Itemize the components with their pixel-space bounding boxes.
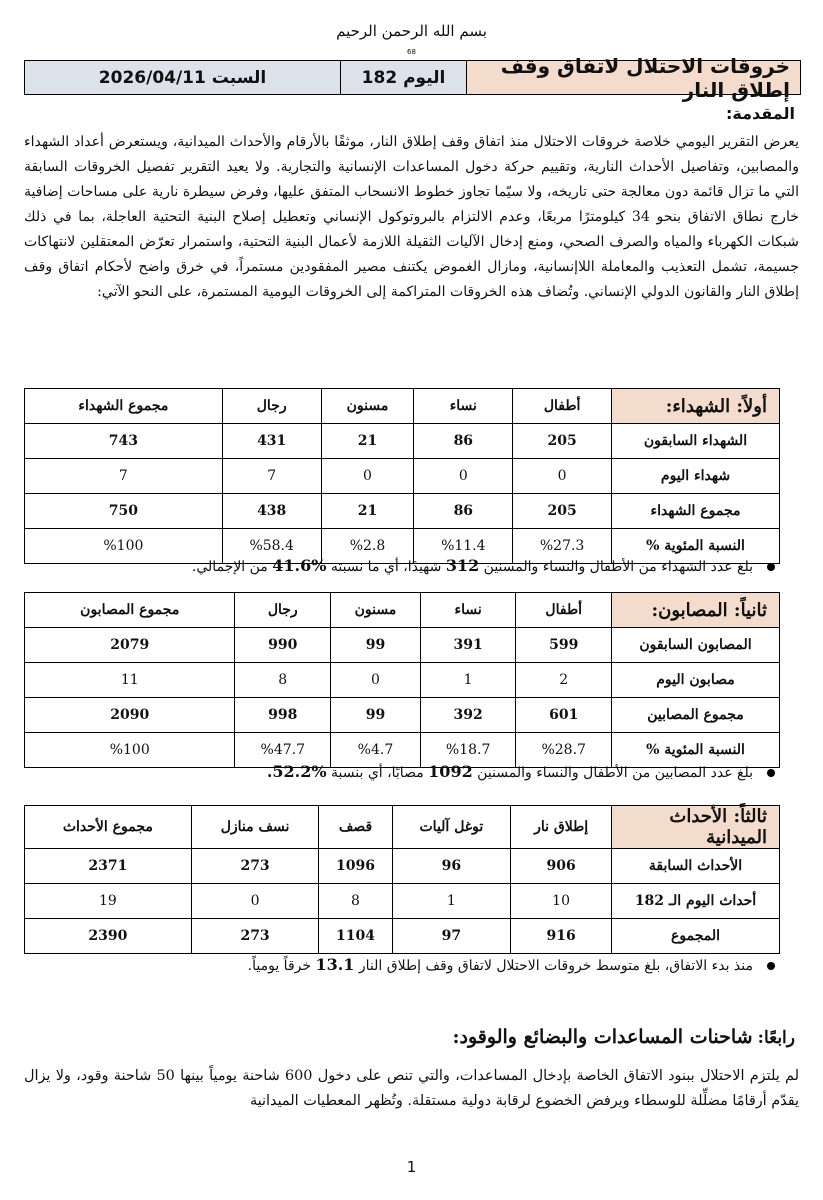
bullet-icon xyxy=(767,563,775,571)
table-cell: 86 xyxy=(414,424,513,459)
injured-table xyxy=(24,592,780,768)
table-cell: 7 xyxy=(25,459,223,494)
table-cell: %58.4 xyxy=(222,529,321,564)
column-header: مجموع الشهداء xyxy=(25,389,223,424)
table-cell: 19 xyxy=(25,884,192,919)
row-header: النسبة المئوية % xyxy=(612,529,780,564)
column-header: مجموع المصابون xyxy=(25,593,235,628)
events-table xyxy=(24,805,780,954)
column-header: مسنون xyxy=(331,593,421,628)
report-day: اليوم 182 xyxy=(340,61,466,94)
table-cell: 750 xyxy=(25,494,223,529)
table-cell: 2371 xyxy=(25,849,192,884)
table-cell: 1104 xyxy=(319,919,392,954)
martyrs-table xyxy=(24,388,780,564)
table-cell: 8 xyxy=(235,663,331,698)
column-header: أطفال xyxy=(513,389,612,424)
table-cell: 96 xyxy=(392,849,511,884)
injured-table-title: ثانياً: المصابون: xyxy=(612,593,780,628)
basmala: بسم الله الرحمن الرحيم xyxy=(336,22,487,40)
table-cell: 0 xyxy=(331,663,421,698)
table-cell: 99 xyxy=(331,698,421,733)
martyrs-note: بلغ عدد الشهداء من الأطفال والنساء والمسنين 312 شهيدًا، أي ما نسبته %41.6 من الإجمالي. xyxy=(192,556,775,575)
table-cell: 601 xyxy=(516,698,612,733)
row-header: شهداء اليوم xyxy=(612,459,780,494)
report-title: خروقات الاحتلال لاتفاق وقف إطلاق النار xyxy=(466,61,800,94)
table-cell: 10 xyxy=(511,884,612,919)
table-row xyxy=(25,459,780,494)
column-header: أطفال xyxy=(516,593,612,628)
bullet-icon xyxy=(767,962,775,970)
column-header: رجال xyxy=(222,389,321,424)
table-cell: 2 xyxy=(516,663,612,698)
table-cell: 743 xyxy=(25,424,223,459)
table-row xyxy=(25,494,780,529)
table-cell: 273 xyxy=(191,849,319,884)
column-header: نساء xyxy=(414,389,513,424)
row-header: مصابون اليوم xyxy=(612,663,780,698)
bullet-icon xyxy=(767,769,775,777)
table-cell: 431 xyxy=(222,424,321,459)
table-cell: 21 xyxy=(321,494,414,529)
table-row xyxy=(25,424,780,459)
table-cell: %100 xyxy=(25,733,235,768)
table-cell: 205 xyxy=(513,424,612,459)
martyrs-table-title: أولاً: الشهداء: xyxy=(612,389,780,424)
table-row xyxy=(25,698,780,733)
aid-paragraph: لم يلتزم الاحتلال ببنود الاتفاق الخاصة بإدخال المساعدات، والتي تنص على دخول 600 شاحنة يومياً بينها 50 شاحنة وقود، ولا يزال يقدّم أرقامًا مضلِّلة للوسطاء ويرفض الخضوع لرقابة دولية مستقلة. وتُظهر المعطيات الميدانية xyxy=(24,1068,799,1109)
table-cell: 86 xyxy=(414,494,513,529)
table-cell: %47.7 xyxy=(235,733,331,768)
table-cell: 273 xyxy=(191,919,319,954)
row-header: مجموع الشهداء xyxy=(612,494,780,529)
table-cell: %100 xyxy=(25,529,223,564)
table-cell: 2079 xyxy=(25,628,235,663)
table-cell: 0 xyxy=(414,459,513,494)
column-header: نساء xyxy=(420,593,516,628)
table-cell: 97 xyxy=(392,919,511,954)
row-header: مجموع المصابين xyxy=(612,698,780,733)
row-header: المجموع xyxy=(612,919,780,954)
table-cell: 990 xyxy=(235,628,331,663)
table-cell: 21 xyxy=(321,424,414,459)
table-cell: 438 xyxy=(222,494,321,529)
table-cell: 2390 xyxy=(25,919,192,954)
row-header: النسبة المئوية % xyxy=(612,733,780,768)
row-header: الشهداء السابقون xyxy=(612,424,780,459)
table-cell: 392 xyxy=(420,698,516,733)
column-header: توغل آليات xyxy=(392,806,511,849)
row-header: الأحداث السابقة xyxy=(612,849,780,884)
intro-heading: المقدمة: xyxy=(726,104,795,123)
table-cell: 1096 xyxy=(319,849,392,884)
table-cell: 916 xyxy=(511,919,612,954)
intro-paragraph: يعرض التقرير اليومي خلاصة خروقات الاحتلال منذ اتفاق وقف إطلاق النار، موثقًا بالأرقام والأحداث الميدانية، ويستعرض أعداد الشهداء والمصابين، وتفاصيل الأحداث النارية، وتقييم حركة دخول المساعدات الإنسانية والتجارية. ولا يعيد التقرير تفصيل الخروقات السابقة التي ما تزال قائمة دون معالجة حتى تاريخه، ولا سيّما تجاوز خطوط الانسحاب المتفق عليها، وفرض سيطرة نارية على مساحات إضافية خارج نطاق الاتفاق بنحو 34 كيلومترًا مربعًا، وعدم الالتزام بالبروتوكول الإنساني وتعطيل إصلاح البنية التحتية العاجلة، بما في ذلك شبكات الكهرباء والمياه والصرف الصحي، ومنع إدخال الآليات الثقيلة اللازمة لأعمال البنية التحتية، واستمرار تعرّض المعتقلين لانتهاكات جسيمة، تشمل التعذيب والمعاملة اللاإنسانية، ومازال الغموض يكتنف مصير المفقودين مستمراً، في خرق واضح لأحكام اتفاق وقف إطلاق النار والقانون الدولي الإنساني. وتُضاف هذه الخروقات المتراكمة إلى الخروقات اليومية المستمرة، على النحو الآتي: xyxy=(24,134,799,300)
page-number: 1 xyxy=(406,1158,417,1176)
table-cell: %18.7 xyxy=(420,733,516,768)
column-header: رجال xyxy=(235,593,331,628)
row-header: المصابون السابقون xyxy=(612,628,780,663)
table-row xyxy=(25,663,780,698)
events-note: منذ بدء الاتفاق، بلغ متوسط خروقات الاحتلال لاتفاق وقف إطلاق النار 13.1 خرقاً يومياً. xyxy=(248,955,775,974)
table-cell: 8 xyxy=(319,884,392,919)
table-cell: 1 xyxy=(420,663,516,698)
table-cell: %28.7 xyxy=(516,733,612,768)
table-cell: 205 xyxy=(513,494,612,529)
table-cell: 7 xyxy=(222,459,321,494)
table-cell: %11.4 xyxy=(414,529,513,564)
injured-note: بلغ عدد المصابين من الأطفال والنساء والمسنين 1092 مصابًا، أي بنسبة %52.2. xyxy=(267,762,775,781)
table-cell: 391 xyxy=(420,628,516,663)
table-row xyxy=(25,849,780,884)
aid-section-heading: رابعًا: شاحنات المساعدات والبضائع والوقود: xyxy=(452,1026,795,1048)
table-row xyxy=(25,919,780,954)
table-cell: 906 xyxy=(511,849,612,884)
table-cell: 599 xyxy=(516,628,612,663)
table-cell: %27.3 xyxy=(513,529,612,564)
table-cell: 99 xyxy=(331,628,421,663)
column-header: نسف منازل xyxy=(191,806,319,849)
column-header: قصف xyxy=(319,806,392,849)
table-cell: 0 xyxy=(321,459,414,494)
column-header: مجموع الأحداث xyxy=(25,806,192,849)
row-header: أحداث اليوم الـ 182 xyxy=(612,884,780,919)
table-cell: 0 xyxy=(191,884,319,919)
events-table-title: ثالثاً: الأحداث الميدانية xyxy=(612,806,780,849)
report-date: السبت 2026/04/11 xyxy=(98,67,267,88)
page-reference: 68 xyxy=(407,48,416,56)
table-cell: 1 xyxy=(392,884,511,919)
table-cell: 0 xyxy=(513,459,612,494)
table-cell: %2.8 xyxy=(321,529,414,564)
report-header xyxy=(24,53,801,102)
table-cell: 998 xyxy=(235,698,331,733)
column-header: مسنون xyxy=(321,389,414,424)
table-row xyxy=(25,884,780,919)
table-cell: 11 xyxy=(25,663,235,698)
table-row xyxy=(25,628,780,663)
table-cell: 2090 xyxy=(25,698,235,733)
column-header: إطلاق نار xyxy=(511,806,612,849)
table-cell: %4.7 xyxy=(331,733,421,768)
